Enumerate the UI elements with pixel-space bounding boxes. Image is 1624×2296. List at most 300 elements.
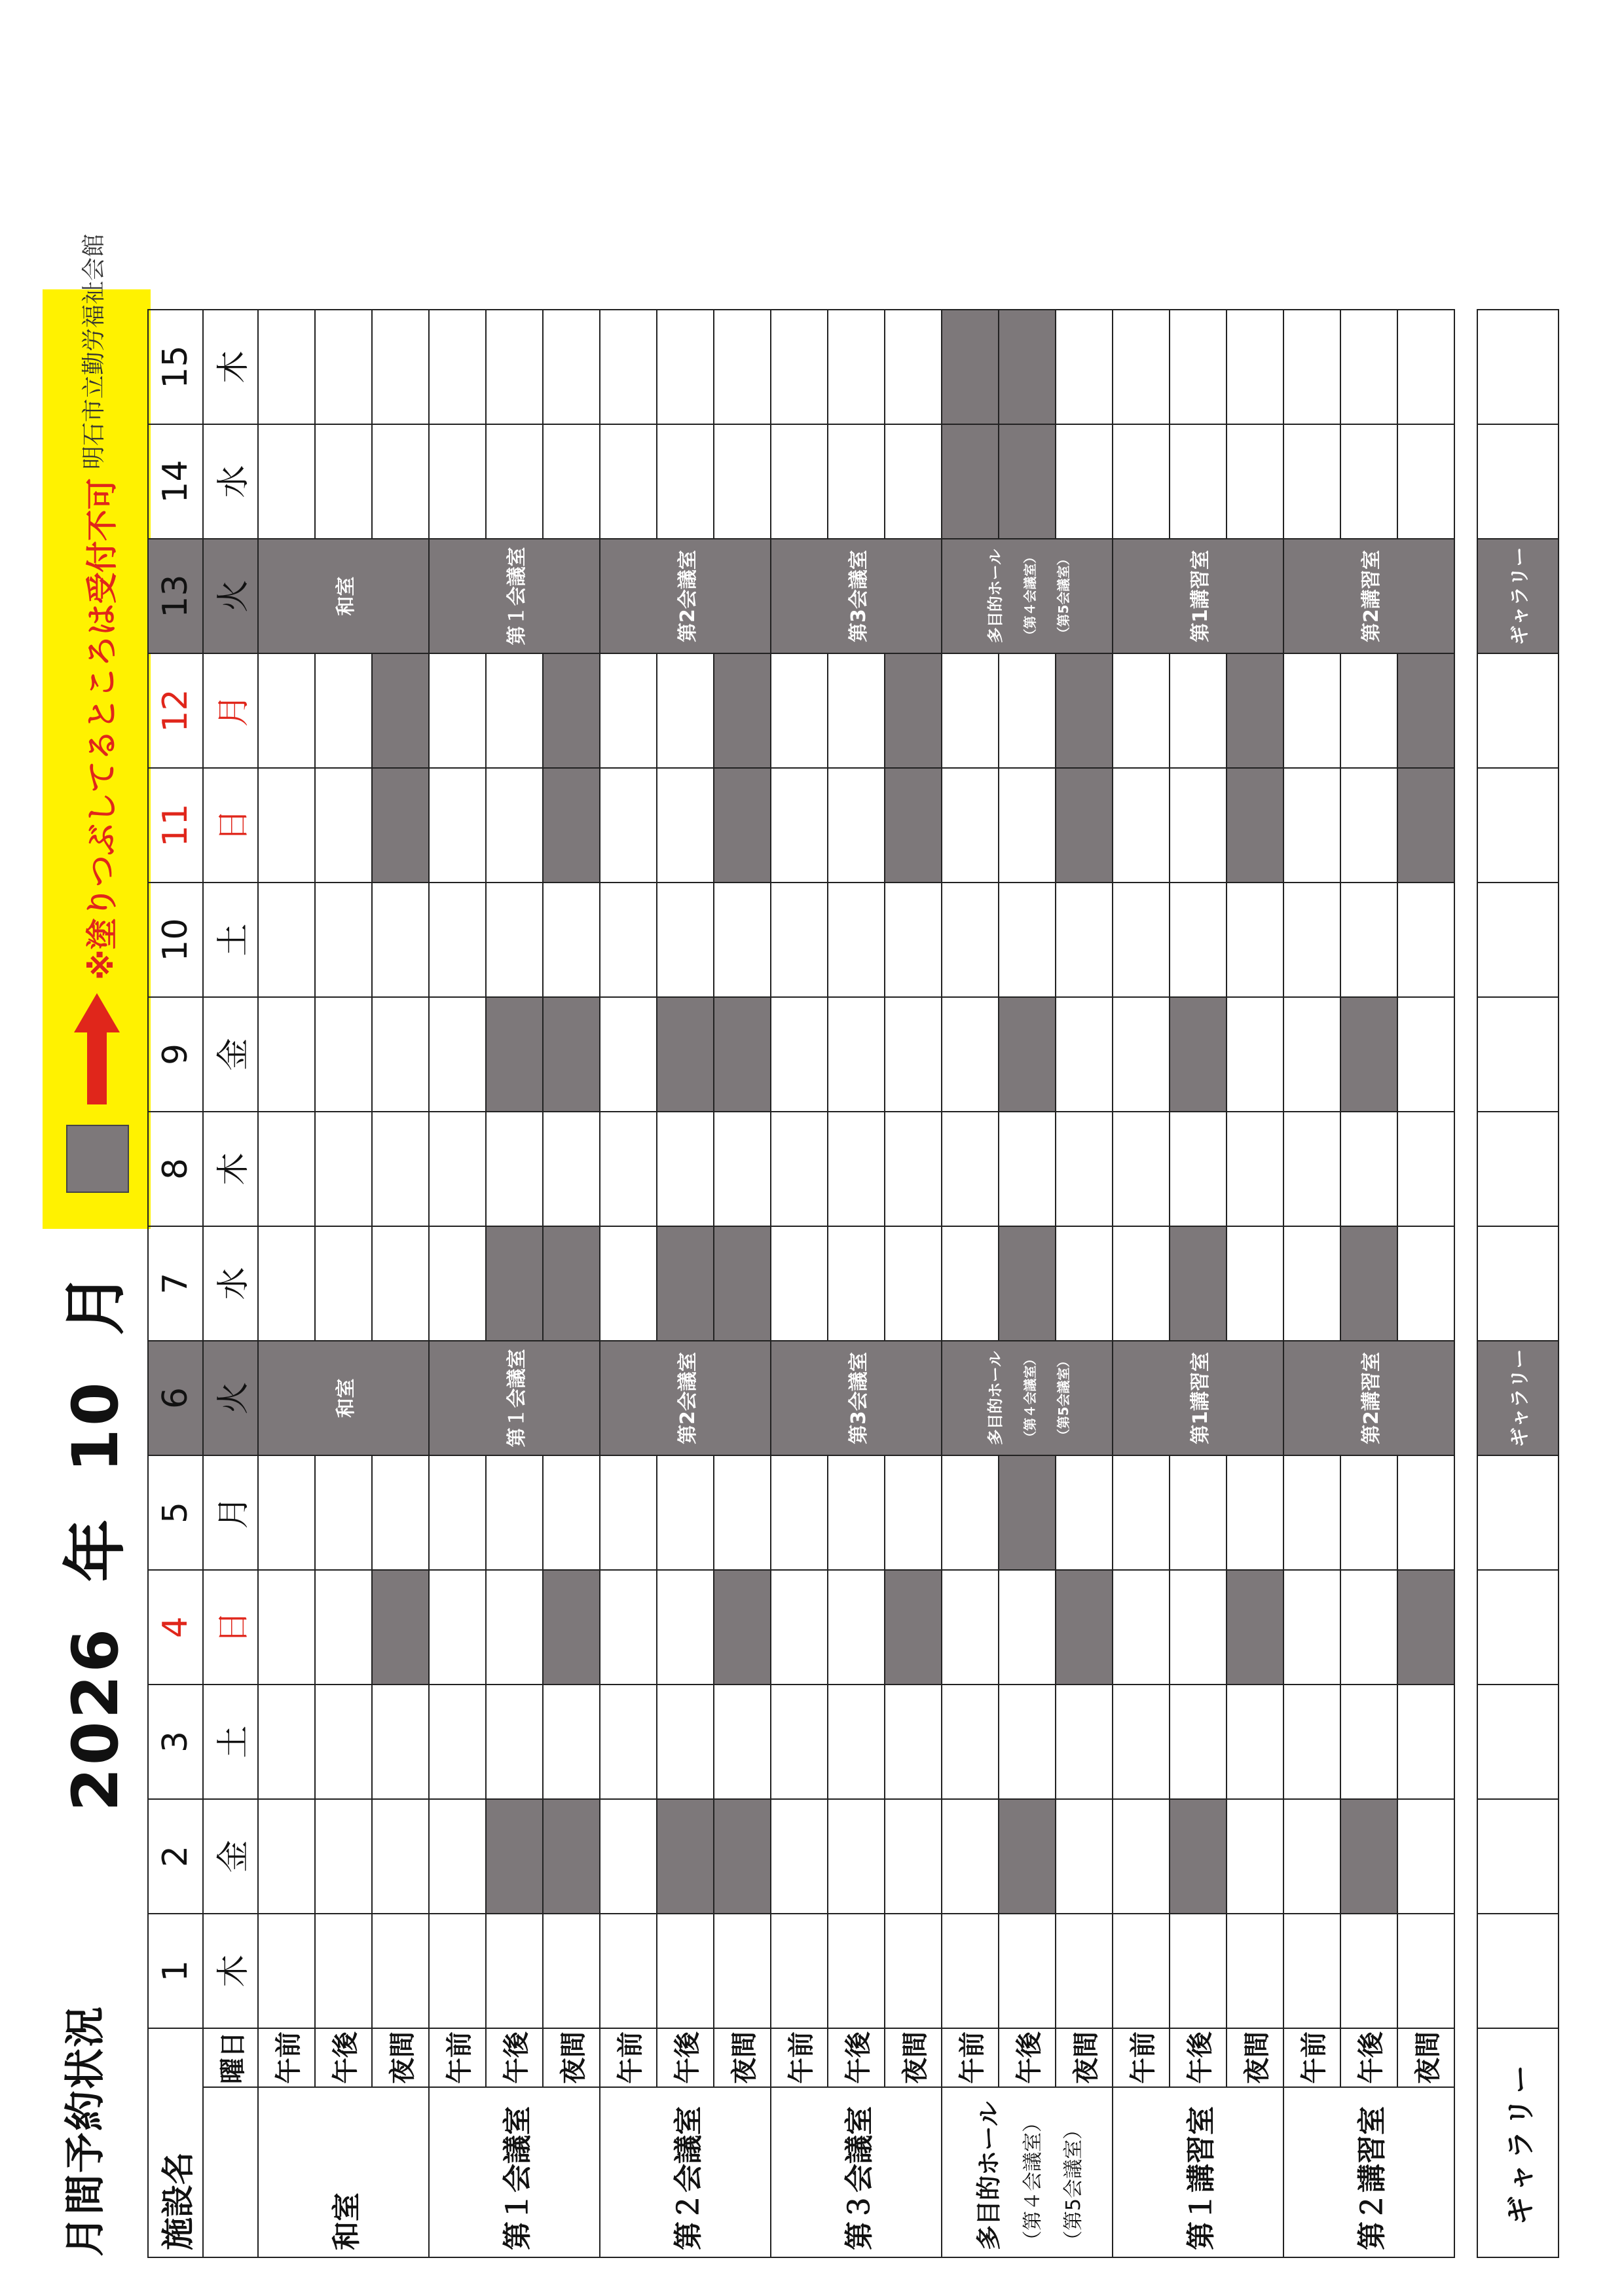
available-cell[interactable]	[315, 883, 372, 997]
available-cell[interactable]	[486, 883, 543, 997]
available-cell[interactable]	[942, 1455, 999, 1570]
available-cell[interactable]	[1170, 1570, 1227, 1685]
available-cell[interactable]	[1283, 768, 1340, 883]
available-cell[interactable]	[1397, 1914, 1454, 2028]
available-cell[interactable]	[885, 883, 942, 997]
available-cell[interactable]	[1113, 1112, 1170, 1226]
unavailable-cell[interactable]	[714, 1226, 771, 1341]
available-cell[interactable]	[1340, 310, 1397, 424]
available-cell[interactable]	[1227, 883, 1283, 997]
available-cell[interactable]	[1056, 1455, 1113, 1570]
unavailable-cell[interactable]	[714, 1799, 771, 1914]
weekday-cell: 火	[203, 1341, 258, 1455]
available-cell[interactable]	[543, 1112, 600, 1226]
available-cell[interactable]	[771, 1914, 828, 2028]
available-cell[interactable]	[714, 310, 771, 424]
available-cell[interactable]	[828, 768, 885, 883]
available-cell[interactable]	[885, 310, 942, 424]
unavailable-cell[interactable]	[714, 997, 771, 1112]
available-cell[interactable]	[429, 424, 486, 539]
gallery-cell[interactable]	[1477, 1455, 1559, 1570]
unavailable-cell[interactable]	[486, 1226, 543, 1341]
available-cell[interactable]	[1397, 310, 1454, 424]
available-cell[interactable]	[657, 1570, 714, 1685]
available-cell[interactable]	[1056, 1226, 1113, 1341]
unavailable-cell[interactable]	[1227, 1570, 1283, 1685]
available-cell[interactable]	[1397, 1455, 1454, 1570]
available-cell[interactable]	[1340, 1112, 1397, 1226]
available-cell[interactable]	[714, 424, 771, 539]
gallery-cell[interactable]	[1477, 653, 1559, 768]
available-cell[interactable]	[828, 310, 885, 424]
available-cell[interactable]	[1283, 1914, 1340, 2028]
available-cell[interactable]	[828, 1685, 885, 1799]
available-cell[interactable]	[771, 1685, 828, 1799]
available-cell[interactable]	[429, 1914, 486, 2028]
available-cell[interactable]	[1340, 1570, 1397, 1685]
unavailable-cell[interactable]	[942, 424, 999, 539]
available-cell[interactable]	[942, 1226, 999, 1341]
available-cell[interactable]	[258, 424, 315, 539]
available-cell[interactable]	[258, 768, 315, 883]
day-number: 14	[148, 424, 203, 539]
available-cell[interactable]	[1397, 424, 1454, 539]
available-cell[interactable]	[1170, 1112, 1227, 1226]
unavailable-cell[interactable]	[885, 653, 942, 768]
available-cell[interactable]	[258, 1455, 315, 1570]
unavailable-cell[interactable]	[714, 768, 771, 883]
available-cell[interactable]	[315, 1226, 372, 1341]
available-cell[interactable]	[885, 424, 942, 539]
unavailable-cell[interactable]	[1227, 768, 1283, 883]
available-cell[interactable]	[1113, 653, 1170, 768]
available-cell[interactable]	[429, 997, 486, 1112]
available-cell[interactable]	[999, 883, 1056, 997]
unavailable-cell[interactable]	[543, 653, 600, 768]
available-cell[interactable]	[258, 997, 315, 1112]
unavailable-cell[interactable]	[543, 1570, 600, 1685]
available-cell[interactable]	[1283, 310, 1340, 424]
available-cell[interactable]	[714, 1685, 771, 1799]
available-cell[interactable]	[1113, 768, 1170, 883]
available-cell[interactable]	[486, 1112, 543, 1226]
available-cell[interactable]	[1397, 1226, 1454, 1341]
available-cell[interactable]	[1340, 768, 1397, 883]
available-cell[interactable]	[600, 1799, 657, 1914]
available-cell[interactable]	[657, 310, 714, 424]
weekday-cell: 土	[203, 1685, 258, 1799]
available-cell[interactable]	[1170, 1685, 1227, 1799]
available-cell[interactable]	[885, 1685, 942, 1799]
unavailable-cell[interactable]	[486, 997, 543, 1112]
available-cell[interactable]	[1227, 1685, 1283, 1799]
gallery-cell[interactable]	[1477, 1685, 1559, 1799]
unavailable-cell[interactable]	[1170, 997, 1227, 1112]
available-cell[interactable]	[258, 653, 315, 768]
facility-sub-name: （第5会議室）	[1062, 2119, 1085, 2250]
gallery-cell[interactable]	[1477, 1799, 1559, 1914]
gallery-cell[interactable]	[1477, 424, 1559, 539]
available-cell[interactable]	[885, 997, 942, 1112]
available-cell[interactable]	[771, 1112, 828, 1226]
available-cell[interactable]	[1170, 768, 1227, 883]
available-cell[interactable]	[429, 1112, 486, 1226]
available-cell[interactable]	[1113, 310, 1170, 424]
available-cell[interactable]	[600, 653, 657, 768]
available-cell[interactable]	[1283, 1799, 1340, 1914]
unavailable-cell[interactable]	[999, 1455, 1056, 1570]
unavailable-cell[interactable]	[1397, 768, 1454, 883]
available-cell[interactable]	[657, 653, 714, 768]
gallery-cell[interactable]	[1477, 1914, 1559, 2028]
available-cell[interactable]	[372, 1226, 429, 1341]
available-cell[interactable]	[885, 1226, 942, 1341]
available-cell[interactable]	[1170, 883, 1227, 997]
available-cell[interactable]	[1283, 1570, 1340, 1685]
available-cell[interactable]	[1170, 1455, 1227, 1570]
facility-slot-row	[1283, 310, 1340, 2257]
available-cell[interactable]	[942, 883, 999, 997]
available-cell[interactable]	[1340, 1914, 1397, 2028]
available-cell[interactable]	[429, 1226, 486, 1341]
available-cell[interactable]	[1056, 1685, 1113, 1799]
available-cell[interactable]	[885, 1112, 942, 1226]
available-cell[interactable]	[429, 1455, 486, 1570]
available-cell[interactable]	[1340, 424, 1397, 539]
available-cell[interactable]	[1397, 1112, 1454, 1226]
available-cell[interactable]	[885, 1914, 942, 2028]
available-cell[interactable]	[543, 1914, 600, 2028]
available-cell[interactable]	[1056, 1112, 1113, 1226]
available-cell[interactable]	[1056, 1914, 1113, 2028]
available-cell[interactable]	[1227, 1226, 1283, 1341]
available-cell[interactable]	[1397, 1799, 1454, 1914]
available-cell[interactable]	[771, 1455, 828, 1570]
available-cell[interactable]	[1227, 1799, 1283, 1914]
available-cell[interactable]	[543, 424, 600, 539]
available-cell[interactable]	[258, 1914, 315, 2028]
unavailable-cell[interactable]	[1170, 1226, 1227, 1341]
available-cell[interactable]	[372, 1799, 429, 1914]
available-cell[interactable]	[1056, 1799, 1113, 1914]
gallery-cell[interactable]	[1477, 310, 1559, 424]
unavailable-cell[interactable]	[372, 768, 429, 883]
available-cell[interactable]	[315, 424, 372, 539]
available-cell[interactable]	[771, 997, 828, 1112]
available-cell[interactable]	[828, 1570, 885, 1685]
available-cell[interactable]	[999, 1570, 1056, 1685]
gallery-cell[interactable]	[1477, 1112, 1559, 1226]
available-cell[interactable]	[1340, 1455, 1397, 1570]
gallery-cell[interactable]	[1477, 768, 1559, 883]
unavailable-cell[interactable]	[657, 997, 714, 1112]
available-cell[interactable]	[1113, 883, 1170, 997]
available-cell[interactable]	[486, 1914, 543, 2028]
available-cell[interactable]	[828, 1226, 885, 1341]
available-cell[interactable]	[372, 1112, 429, 1226]
available-cell[interactable]	[1227, 997, 1283, 1112]
available-cell[interactable]	[429, 883, 486, 997]
available-cell[interactable]	[885, 1455, 942, 1570]
available-cell[interactable]	[1056, 997, 1113, 1112]
gallery-cell[interactable]	[1477, 1570, 1559, 1685]
available-cell[interactable]	[771, 883, 828, 997]
available-cell[interactable]	[315, 653, 372, 768]
available-cell[interactable]	[657, 1914, 714, 2028]
gallery-cell[interactable]	[1477, 883, 1559, 997]
available-cell[interactable]	[1283, 424, 1340, 539]
unavailable-cell[interactable]	[999, 997, 1056, 1112]
available-cell[interactable]	[600, 997, 657, 1112]
available-cell[interactable]	[1056, 424, 1113, 539]
available-cell[interactable]	[1283, 1455, 1340, 1570]
available-cell[interactable]	[1397, 883, 1454, 997]
available-cell[interactable]	[1113, 1685, 1170, 1799]
available-cell[interactable]	[999, 1914, 1056, 2028]
available-cell[interactable]	[258, 1799, 315, 1914]
available-cell[interactable]	[600, 424, 657, 539]
available-cell[interactable]	[600, 1226, 657, 1341]
unavailable-cell[interactable]	[942, 310, 999, 424]
unavailable-cell[interactable]	[999, 310, 1056, 424]
available-cell[interactable]	[1170, 1914, 1227, 2028]
available-cell[interactable]	[1340, 883, 1397, 997]
unavailable-cell[interactable]	[1056, 653, 1113, 768]
available-cell[interactable]	[1227, 1455, 1283, 1570]
unavailable-cell[interactable]	[999, 1226, 1056, 1341]
available-cell[interactable]	[1340, 653, 1397, 768]
available-cell[interactable]	[657, 1685, 714, 1799]
available-cell[interactable]	[372, 1455, 429, 1570]
available-cell[interactable]	[885, 1799, 942, 1914]
available-cell[interactable]	[600, 1685, 657, 1799]
available-cell[interactable]	[258, 1685, 315, 1799]
available-cell[interactable]	[600, 883, 657, 997]
available-cell[interactable]	[1283, 653, 1340, 768]
available-cell[interactable]	[1113, 1226, 1170, 1341]
available-cell[interactable]	[999, 653, 1056, 768]
available-cell[interactable]	[828, 424, 885, 539]
unavailable-cell[interactable]	[714, 1570, 771, 1685]
available-cell[interactable]	[600, 1112, 657, 1226]
available-cell[interactable]	[600, 1914, 657, 2028]
available-cell[interactable]	[942, 1914, 999, 2028]
available-cell[interactable]	[1113, 1799, 1170, 1914]
available-cell[interactable]	[258, 310, 315, 424]
available-cell[interactable]	[429, 768, 486, 883]
available-cell[interactable]	[600, 1455, 657, 1570]
available-cell[interactable]	[1056, 310, 1113, 424]
available-cell[interactable]	[771, 310, 828, 424]
unavailable-cell[interactable]	[657, 1226, 714, 1341]
available-cell[interactable]	[1227, 1112, 1283, 1226]
available-cell[interactable]	[1397, 1685, 1454, 1799]
available-cell[interactable]	[1113, 1914, 1170, 2028]
available-cell[interactable]	[372, 424, 429, 539]
available-cell[interactable]	[600, 310, 657, 424]
available-cell[interactable]	[1170, 310, 1227, 424]
gallery-cell[interactable]	[1477, 997, 1559, 1112]
available-cell[interactable]	[1283, 1685, 1340, 1799]
available-cell[interactable]	[771, 653, 828, 768]
available-cell[interactable]	[771, 424, 828, 539]
available-cell[interactable]	[315, 1112, 372, 1226]
available-cell[interactable]	[258, 1570, 315, 1685]
available-cell[interactable]	[372, 883, 429, 997]
available-cell[interactable]	[714, 1455, 771, 1570]
available-cell[interactable]	[828, 1799, 885, 1914]
unavailable-cell[interactable]	[885, 768, 942, 883]
closed-day-cell	[942, 539, 1113, 653]
available-cell[interactable]	[1170, 424, 1227, 539]
unavailable-cell[interactable]	[1056, 1570, 1113, 1685]
available-cell[interactable]	[486, 1685, 543, 1799]
available-cell[interactable]	[1113, 997, 1170, 1112]
unavailable-cell[interactable]	[543, 768, 600, 883]
available-cell[interactable]	[486, 1455, 543, 1570]
available-cell[interactable]	[828, 1455, 885, 1570]
available-cell[interactable]	[657, 424, 714, 539]
unavailable-cell[interactable]	[1340, 1226, 1397, 1341]
available-cell[interactable]	[429, 1570, 486, 1685]
available-cell[interactable]	[315, 1570, 372, 1685]
unavailable-cell[interactable]	[372, 653, 429, 768]
available-cell[interactable]	[372, 1914, 429, 2028]
available-cell[interactable]	[771, 1570, 828, 1685]
available-cell[interactable]	[429, 653, 486, 768]
unavailable-cell[interactable]	[657, 1799, 714, 1914]
available-cell[interactable]	[543, 310, 600, 424]
available-cell[interactable]	[999, 1112, 1056, 1226]
available-cell[interactable]	[429, 310, 486, 424]
available-cell[interactable]	[828, 653, 885, 768]
available-cell[interactable]	[1397, 997, 1454, 1112]
available-cell[interactable]	[1056, 883, 1113, 997]
available-cell[interactable]	[714, 1914, 771, 2028]
available-cell[interactable]	[771, 1226, 828, 1341]
unavailable-cell[interactable]	[543, 1799, 600, 1914]
unavailable-cell[interactable]	[714, 653, 771, 768]
weekday-cell: 金	[203, 997, 258, 1112]
available-cell[interactable]	[372, 997, 429, 1112]
available-cell[interactable]	[315, 1799, 372, 1914]
available-cell[interactable]	[771, 768, 828, 883]
available-cell[interactable]	[486, 653, 543, 768]
available-cell[interactable]	[657, 1455, 714, 1570]
unavailable-cell[interactable]	[372, 1570, 429, 1685]
available-cell[interactable]	[258, 1112, 315, 1226]
available-cell[interactable]	[771, 1799, 828, 1914]
unavailable-cell[interactable]	[1397, 1570, 1454, 1685]
gallery-cell[interactable]	[1477, 1226, 1559, 1341]
available-cell[interactable]	[1170, 653, 1227, 768]
available-cell[interactable]	[486, 768, 543, 883]
available-cell[interactable]	[543, 1455, 600, 1570]
available-cell[interactable]	[1227, 310, 1283, 424]
available-cell[interactable]	[315, 1455, 372, 1570]
available-cell[interactable]	[828, 1914, 885, 2028]
available-cell[interactable]	[657, 1112, 714, 1226]
available-cell[interactable]	[1113, 1570, 1170, 1685]
available-cell[interactable]	[1113, 1455, 1170, 1570]
available-cell[interactable]	[258, 1226, 315, 1341]
unavailable-cell[interactable]	[486, 1799, 543, 1914]
available-cell[interactable]	[828, 883, 885, 997]
day-number: 15	[148, 310, 203, 424]
available-cell[interactable]	[942, 1112, 999, 1226]
available-cell[interactable]	[1340, 1685, 1397, 1799]
available-cell[interactable]	[1227, 1914, 1283, 2028]
header-weekday-row	[203, 310, 258, 2257]
available-cell[interactable]	[600, 1570, 657, 1685]
available-cell[interactable]	[1227, 424, 1283, 539]
available-cell[interactable]	[714, 883, 771, 997]
unavailable-cell[interactable]	[1170, 1799, 1227, 1914]
unavailable-cell[interactable]	[543, 997, 600, 1112]
available-cell[interactable]	[315, 1685, 372, 1799]
unavailable-cell[interactable]	[885, 1570, 942, 1685]
available-cell[interactable]	[315, 768, 372, 883]
available-cell[interactable]	[942, 653, 999, 768]
unavailable-cell[interactable]	[1340, 1799, 1397, 1914]
unavailable-cell[interactable]	[1397, 653, 1454, 768]
available-cell[interactable]	[999, 1685, 1056, 1799]
slot-label: 夜間	[543, 2028, 600, 2087]
available-cell[interactable]	[372, 1685, 429, 1799]
available-cell[interactable]	[315, 310, 372, 424]
unavailable-cell[interactable]	[1340, 997, 1397, 1112]
legend-swatch	[66, 1125, 129, 1193]
available-cell[interactable]	[714, 1112, 771, 1226]
available-cell[interactable]	[543, 1685, 600, 1799]
available-cell[interactable]	[942, 768, 999, 883]
available-cell[interactable]	[315, 997, 372, 1112]
available-cell[interactable]	[315, 1914, 372, 2028]
available-cell[interactable]	[486, 424, 543, 539]
available-cell[interactable]	[1283, 1112, 1340, 1226]
facility-name	[771, 2087, 942, 2257]
available-cell[interactable]	[1283, 1226, 1340, 1341]
available-cell[interactable]	[486, 310, 543, 424]
facility-name	[942, 2087, 1113, 2257]
available-cell[interactable]	[429, 1799, 486, 1914]
available-cell[interactable]	[999, 768, 1056, 883]
available-cell[interactable]	[258, 883, 315, 997]
unavailable-cell[interactable]	[999, 424, 1056, 539]
available-cell[interactable]	[1283, 883, 1340, 997]
available-cell[interactable]	[486, 1570, 543, 1685]
available-cell[interactable]	[1113, 424, 1170, 539]
available-cell[interactable]	[429, 1685, 486, 1799]
available-cell[interactable]	[543, 883, 600, 997]
available-cell[interactable]	[1283, 997, 1340, 1112]
unavailable-cell[interactable]	[543, 1226, 600, 1341]
available-cell[interactable]	[657, 883, 714, 997]
available-cell[interactable]	[600, 768, 657, 883]
available-cell[interactable]	[828, 997, 885, 1112]
closed-day-cell	[600, 539, 771, 653]
available-cell[interactable]	[942, 997, 999, 1112]
unavailable-cell[interactable]	[999, 1799, 1056, 1914]
available-cell[interactable]	[942, 1570, 999, 1685]
available-cell[interactable]	[942, 1685, 999, 1799]
unavailable-cell[interactable]	[1227, 653, 1283, 768]
available-cell[interactable]	[657, 768, 714, 883]
unavailable-cell[interactable]	[1056, 768, 1113, 883]
available-cell[interactable]	[372, 310, 429, 424]
available-cell[interactable]	[942, 1799, 999, 1914]
available-cell[interactable]	[828, 1112, 885, 1226]
